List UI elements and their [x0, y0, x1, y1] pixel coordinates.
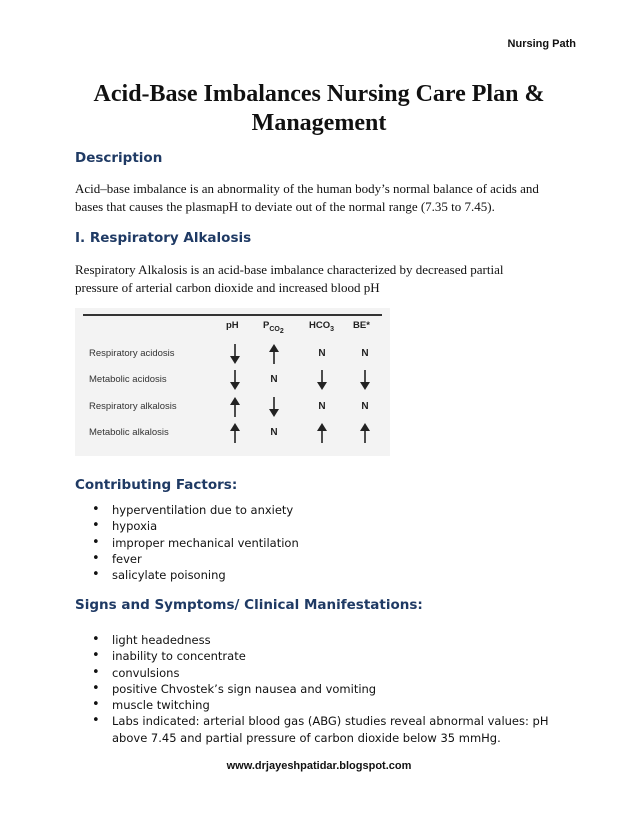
- list-item: • hyperventilation due to anxiety: [92, 502, 299, 518]
- table-cell: N: [270, 427, 278, 438]
- table-row-label: Respiratory alkalosis: [89, 401, 177, 412]
- list-item: • Labs indicated: arterial blood gas (ABG) studies reveal abnormal values: pH above 7.45 and partial pressure of carbon dioxide below 35 mmHg.: [92, 713, 572, 746]
- respiratory-alkalosis-text: Respiratory Alkalosis is an acid-base imbalance characterized by decreased partial pressure of arterial carbon dioxide and increased blood pH: [75, 262, 504, 295]
- arrow-down-icon: [230, 370, 240, 390]
- arrow-down-icon: [317, 370, 327, 390]
- list-item: • fever: [92, 551, 299, 567]
- arrow-up-icon: [360, 423, 370, 443]
- table-cell: N: [361, 401, 369, 412]
- col-ph: pH: [226, 320, 239, 331]
- page-title: Acid-Base Imbalances Nursing Care Plan & Management: [93, 81, 545, 136]
- contributing-factors-list: [92, 502, 299, 583]
- list-item: • light headedness: [92, 632, 572, 648]
- arrow-up-icon: [269, 344, 279, 364]
- list-item: • positive Chvostek’s sign nausea and vomiting: [92, 681, 572, 697]
- arrow-up-icon: [317, 423, 327, 443]
- list-item: • convulsions: [92, 665, 572, 681]
- site-name: Nursing Path: [507, 38, 576, 50]
- table-row-label: Metabolic acidosis: [89, 374, 167, 385]
- col-pco2: $P_{CO2}$: [263, 320, 284, 335]
- arrow-down-icon: [360, 370, 370, 390]
- description-text: Acid–base imbalance is an abnormality of the human body’s normal balance of acids and bases that causes the plasmapH to deviate out of the normal range (7.35 to 7.45).: [75, 181, 539, 214]
- table-row-label: Metabolic alkalosis: [89, 427, 169, 438]
- footer-url: www.drjayeshpatidar.blogspot.com: [226, 760, 412, 772]
- arrow-up-icon: [230, 423, 240, 443]
- table-cell: N: [361, 348, 369, 359]
- list-item: • improper mechanical ventilation: [92, 535, 299, 551]
- table-cell: N: [318, 348, 326, 359]
- table-cell: N: [270, 374, 278, 385]
- description-heading: Description: [75, 150, 163, 166]
- list-item: • hypoxia: [92, 518, 299, 534]
- respiratory-alkalosis-heading: I. Respiratory Alkalosis: [75, 230, 252, 246]
- acid-base-table: [75, 308, 390, 456]
- arrow-down-icon: [230, 344, 240, 364]
- contributing-factors-heading: Contributing Factors:: [75, 477, 238, 493]
- list-item: • muscle twitching: [92, 697, 572, 713]
- table-cell: N: [318, 401, 326, 412]
- arrow-down-icon: [269, 397, 279, 417]
- table-top-rule: [83, 314, 382, 316]
- col-be: BE*: [353, 320, 370, 331]
- arrow-up-icon: [230, 397, 240, 417]
- list-item: • salicylate poisoning: [92, 567, 299, 583]
- col-hco3: $HCO_3$: [309, 320, 335, 333]
- table-row-label: Respiratory acidosis: [89, 348, 175, 359]
- signs-symptoms-list: [92, 632, 572, 746]
- signs-symptoms-heading: Signs and Symptoms/ Clinical Manifestations:: [75, 597, 423, 613]
- list-item: • inability to concentrate: [92, 648, 572, 664]
